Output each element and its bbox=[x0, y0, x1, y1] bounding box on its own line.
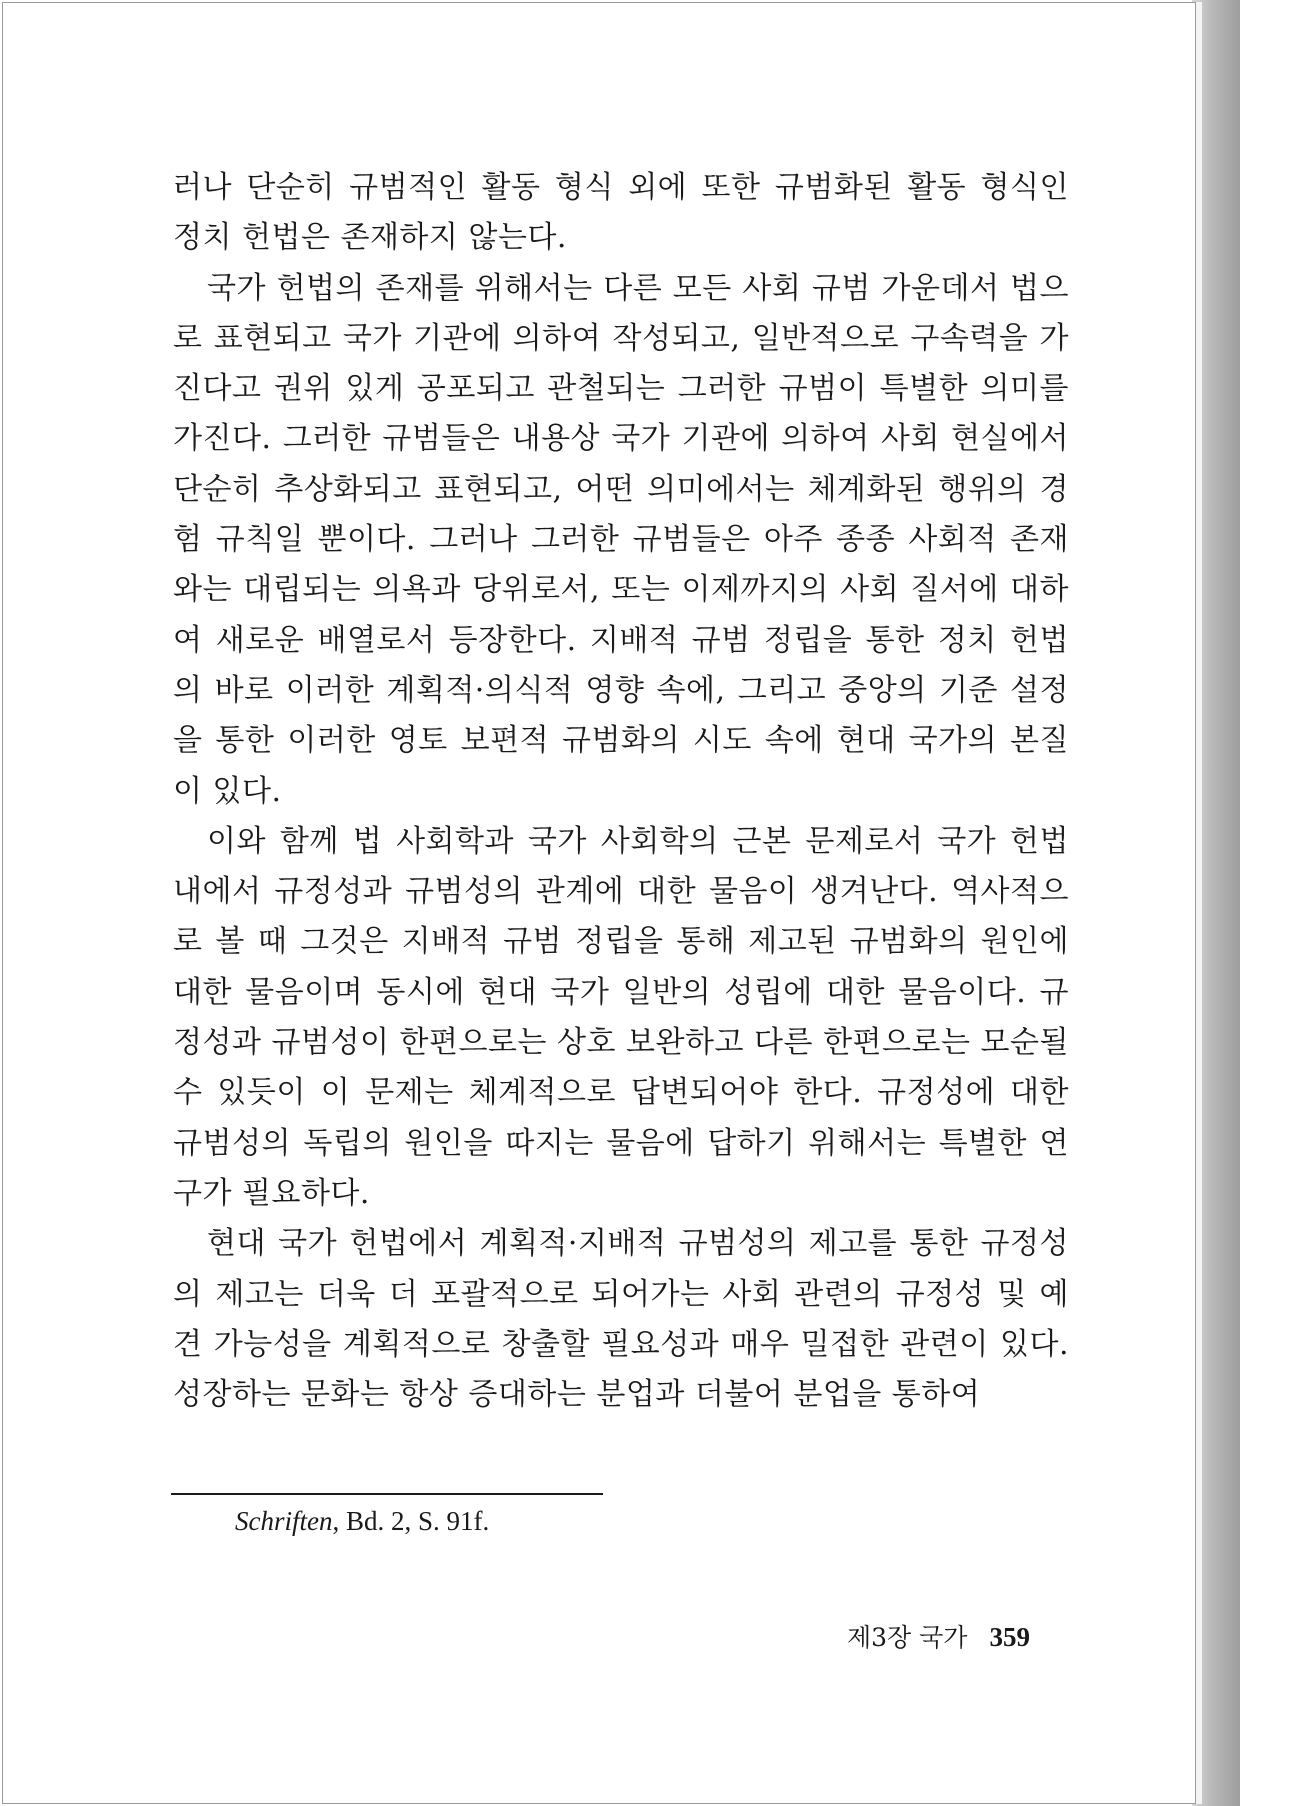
page-number: 359 bbox=[989, 1622, 1030, 1652]
paragraph: 현대 국가 헌법에서 계획적·지배적 규범성의 제고를 통한 규정성의 제고는 더욱 더 포괄적으로 되어가는 사회 관련의 규정성 및 예견 가능성을 계획적으로 창출할 필요성과 매우 밀접한 관련이 있다. 성장하는 문화는 항상 증대하는 분업과 더불어 분업을 통하여 bbox=[173, 1226, 1069, 1413]
footnote-divider bbox=[171, 1493, 603, 1495]
footnote-reference: , Bd. 2, S. 91f. bbox=[332, 1506, 490, 1536]
page-sheet bbox=[2, 2, 1196, 1804]
footnote-title: Schriften bbox=[235, 1506, 333, 1536]
paragraph: 국가 헌법의 존재를 위해서는 다른 모든 사회 규범 가운데서 법으로 표현되고 국가 기관에 의하여 작성되고, 일반적으로 구속력을 가진다고 권위 있게 공포되고 관철되는 그러한 규범이 특별한 의미를 가진다. 그러한 규범들은 내용상 국가 기관에 의하여 사회 현실에서 단순히 추상화되고 표현되고, 어떤 의미에서는 체계화된 행위의 경험 규칙일 뿐이다. 그러나 그러한 규범들은 아주 종종 사회적 존재와는 대립되는 의욕과 당위로서, 또는 이제까지의 사회 질서에 대하여 새로운 배열로서 등장한다. 지배적 규범 정립을 통한 정치 헌법의 바로 이러한 계획적·의식적 영향 속에, 그리고 중앙의 기준 설정을 통한 이러한 영토 보편적 규범화의 시도 속에 현대 국가의 본질이 있다. bbox=[173, 270, 1069, 809]
paragraph: 이와 함께 법 사회학과 국가 사회학의 근본 문제로서 국가 헌법 내에서 규정성과 규범성의 관계에 대한 물음이 생겨난다. 역사적으로 볼 때 그것은 지배적 규범 정립을 통해 제고된 규범화의 원인에 대한 물음이며 동시에 현대 국가 일반의 성립에 대한 물음이다. 규정성과 규범성이 한편으로는 상호 보완하고 다른 한편으로는 모순될 수 있듯이 이 문제는 체계적으로 답변되어야 한다. 규정성에 대한 규범성의 독립의 원인을 따지는 물음에 답하기 위해서는 특별한 연구가 필요하다. bbox=[173, 823, 1069, 1211]
paragraph-continued: 러나 단순히 규범적인 활동 형식 외에 또한 규범화된 활동 형식인 정치 헌법은 존재하지 않는다. bbox=[173, 170, 1069, 256]
page-footer bbox=[847, 1620, 1030, 1655]
body-text bbox=[173, 163, 1069, 1420]
footnote bbox=[235, 1503, 489, 1539]
page-edge-highlight bbox=[1196, 2, 1202, 1804]
running-chapter-title: 제3장 국가 bbox=[847, 1623, 968, 1652]
